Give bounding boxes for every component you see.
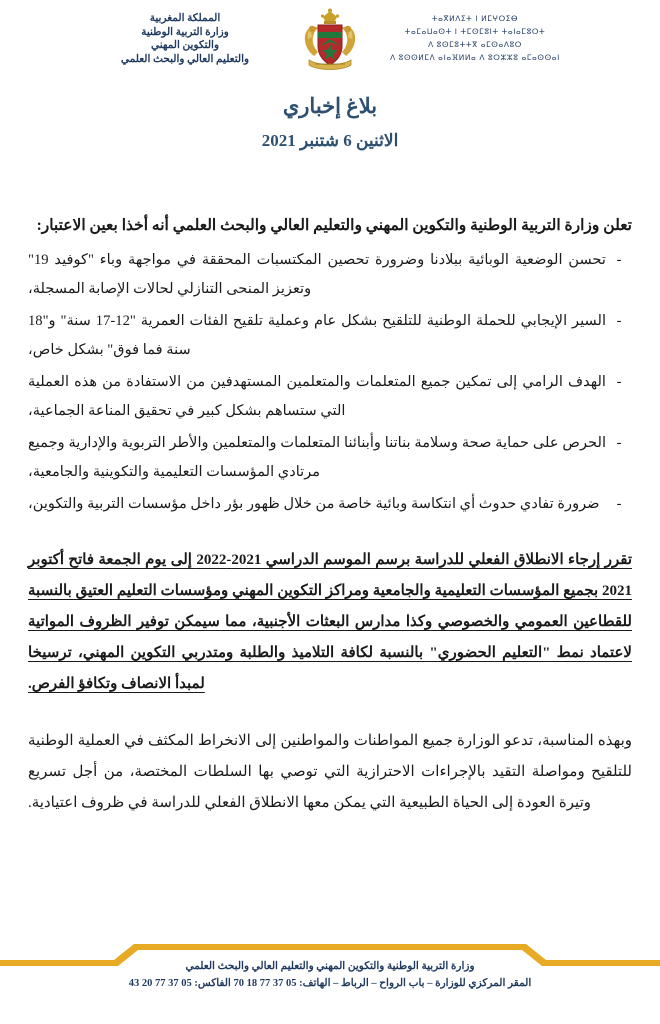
header-tifinagh-block (375, 8, 575, 64)
considerations-list (28, 246, 632, 519)
closing-paragraph: وبهذه المناسبة، تدعو الوزارة جميع المواطنات والمواطنين إلى الانخراط المكثف في العملية الوطنية للتلقيح ومواصلة التقيد بالإجراءات الاحترازية التي توصي بها السلطات المختصة، من أجل تسريع وتيرة العودة إلى الحياة الطبيعية التي يمكن معها الانطلاق الفعلي للدراسة في ظروف اعتيادية. (28, 733, 632, 811)
document-body (28, 212, 632, 819)
bullet-marker: - (616, 252, 622, 268)
bullet-marker: - (616, 313, 622, 329)
bullet-marker: - (616, 435, 622, 451)
footer-ministry-name: وزارة التربية الوطنية والتكوين المهني والتعليم العالي والبحث العلمي (185, 961, 475, 972)
intro-paragraph: تعلن وزارة التربية الوطنية والتكوين المهني والتعليم العالي والبحث العلمي أنه أخذا بعين الاعتبار: (36, 217, 632, 234)
tifinagh-line-3: ⴷ ⵓⵙⵎⵓⵜⵜⴳ ⴰⵎⵙⴰⴷⵓⵔ (428, 40, 522, 49)
list-item-text: السير الإيجابي للحملة الوطنية للتلقيح بشكل عام وعملية تلقيح الفئات العمرية "12-17 سنة" و"18 سنة فما فوق" بشكل خاص، (28, 313, 606, 358)
tifinagh-line-4: ⴷ ⵓⵙⵙⵍⵎⴷ ⴰⵏⴰⴼⵍⵍⴰ ⴷ ⵓⵔⵣⵣⵓ ⴰⵎⴰⵙⵙⴰⵏ (390, 53, 560, 62)
list-item (28, 307, 632, 365)
list-item-text: تحسن الوضعية الوبائية ببلادنا وضرورة تحصين المكتسبات المحققة في مواجهة وباء "كوفيد 19" وتعزيز المنحى التنازلي لحالات الإصابة المسجلة، (28, 252, 606, 297)
document-footer (0, 934, 660, 1024)
page-title: بلاغ إخباري (282, 94, 378, 118)
list-item (28, 246, 632, 304)
moroccan-coat-of-arms-icon (299, 8, 361, 82)
ministry-line-3: والتكوين المهني (150, 40, 220, 51)
footer-contact-block (0, 958, 660, 992)
document-date: الاثنين 6 شتنبر 2021 (261, 131, 399, 150)
header-arabic-block (85, 8, 285, 66)
ministry-line-1: المملكة المغربية (149, 13, 221, 24)
tifinagh-line-1: ⵜⴰⴳⵍⴷⵉⵜ ⵏ ⵍⵎⵖⵔⵉⴱ (431, 14, 519, 23)
bullet-marker: - (616, 496, 622, 512)
list-item (28, 368, 632, 426)
decision-paragraph: تقرر إرجاء الانطلاق الفعلي للدراسة برسم الموسم الدراسي 2021-2022 إلى يوم الجمعة فاتح أكتوبر 2021 بجميع المؤسسات التعليمية والجامعية ومراكز التكوين المهني ومؤسسات التعليم العتيق بالنسبة للقطاعين العمومي والخصوصي وكذا مدارس البعثات الأجنبية، مما سيمكن توفير الظروف المواتية لاعتماد نمط "التعليم الحضوري" بالنسبة لكافة التلاميذ والطلبة ومتدربي التكوين المهني، ترسيخا لمبدأ الانصاف وتكافؤ الفرص. (28, 552, 632, 692)
footer-address-phone: المقر المركزي للوزارة – باب الرواح – الرباط – الهاتف: 05 37 77 18 70 الفاكس: 05 37 77 20 43 (128, 978, 532, 989)
tifinagh-line-2: ⵜⴰⵎⴰⵡⴰⵙⵜ ⵏ ⵜⵎⵙⵎⵓⵏⵜ ⵜⴰⵏⴰⵎⵓⵔⵜ (404, 27, 546, 36)
ministry-line-2: وزارة التربية الوطنية (141, 26, 229, 38)
list-item-text: ضرورة تفادي حدوث أي انتكاسة وبائية خاصة من خلال ظهور بؤر داخل مؤسسات التربية والتكوين، (28, 496, 600, 512)
list-item-text: الهدف الرامي إلى تمكين جميع المتعلمات والمتعلمين المستهدفين من الاستفادة من هذه العملية التي ستساهم بشكل كبير في تحقيق المناعة الجماعية، (28, 374, 606, 419)
document-header (0, 8, 660, 88)
list-item (28, 429, 632, 487)
ministry-line-4: والتعليم العالي والبحث العلمي (120, 53, 250, 65)
list-item-text: الحرص على حماية صحة وسلامة بناتنا وأبنائنا المتعلمات والمتعلمين والأطر التربوية والإدارية وجميع مرتادي المؤسسات التعليمية والتكوينية والجامعية، (28, 435, 606, 480)
title-block (0, 92, 660, 154)
bullet-marker: - (616, 374, 622, 390)
list-item (28, 490, 632, 519)
